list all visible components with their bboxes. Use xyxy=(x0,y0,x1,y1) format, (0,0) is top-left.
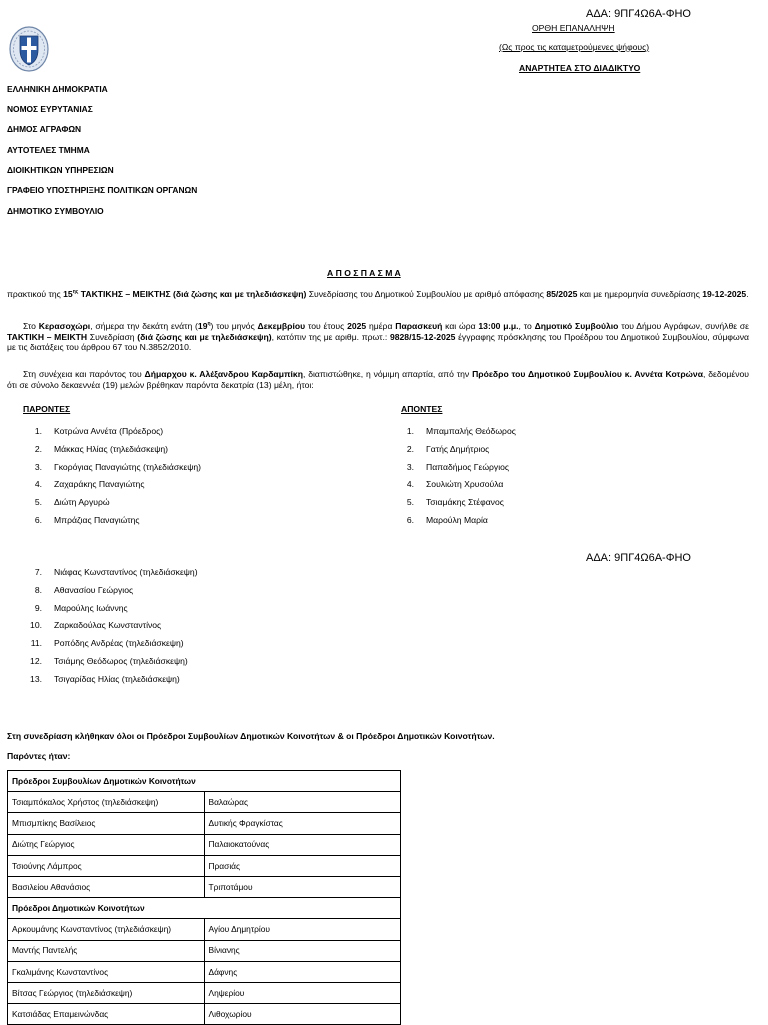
document-title: Α Π Ο Σ Π Α Σ Μ Α xyxy=(327,268,401,278)
table-cell: Πρασιάς xyxy=(204,855,401,876)
corrected-repeat-title: ΟΡΘΗ ΕΠΑΝΑΛΗΨΗ xyxy=(532,23,615,33)
absent-heading: ΑΠΟΝΤΕΣ xyxy=(401,404,443,414)
presidents-table xyxy=(7,770,401,1025)
table-row xyxy=(8,1004,401,1025)
intro-paragraph-1: πρακτικού της $15^{\eta\varsigma}$ ΤΑΚΤΙΚΗΣ – ΜΕΙΚΤΗΣ (διά ζώσης και με τηλεδιάσκεψη) Συνεδρίασης του Δημοτικού Συμβουλίου με αριθμό απόφασης 85/2025 και με ημερομηνία συνεδρίασης 19-12-2025. xyxy=(7,289,749,299)
table-cell: Γκαλιμάνης Κωνσταντίνος xyxy=(8,961,205,982)
corrected-note: (Ως προς τις καταμετρούμενες ψήφους) xyxy=(499,42,650,52)
authority-line-5: ΔΙΟΙΚΗΤΙΚΩΝ ΥΠΗΡΕΣΙΩΝ xyxy=(7,165,114,175)
table-row xyxy=(8,834,401,855)
table-cell: Βαλαώρας xyxy=(204,792,401,813)
table-row xyxy=(8,876,401,897)
table-cell: Ληψερίου xyxy=(204,982,401,1003)
authority-line-4: ΑΥΤΟΤΕΛΕΣ ΤΜΗΜΑ xyxy=(7,145,90,155)
intro-paragraph-2: Στο Κερασοχώρι, σήμερα την δεκάτη ενάτη $(19^\eta)$ του μηνός Δεκεμβρίου του έτους 2025 ημέρα Παρασκευή και ώρα 13:00 μ.μ., το Δημοτικό Συμβούλιο του Δήμου Αγράφων, συνήλθε σε ΤΑΚΤΙΚΗ – ΜΕΙΚΤΗ Συνεδρίαση (διά ζώσης και με τηλεδιάσκεψη), κατόπιν της με αριθμ. πρωτ.: 9828/15-12-2025 έγγραφης πρόσκλησης του Προέδρου του Δημοτικού Συμβουλίου, σύμφωνα με τις διατάξεις του άρθρου 67 του Ν.3852/2010. xyxy=(7,321,750,353)
section-title: Πρόεδροι Δημοτικών Κοινοτήτων xyxy=(8,898,401,919)
table-section-header xyxy=(8,898,401,919)
table-cell: Δάφνης xyxy=(204,961,401,982)
table-cell: Μπισμπίκης Βασίλειος xyxy=(8,813,205,834)
authority-line-3: ΔΗΜΟΣ ΑΓΡΑΦΩΝ xyxy=(7,124,82,134)
table-row xyxy=(8,919,401,940)
ada-code-page-2: ΑΔΑ: 9ΠΓ4Ω6Α-ΦΗΟ xyxy=(586,552,691,564)
table-cell: Βασιλείου Αθανάσιος xyxy=(8,876,205,897)
ada-code-top: ΑΔΑ: 9ΠΓ4Ω6Α-ΦΗΟ xyxy=(586,8,691,20)
table-section-header xyxy=(8,771,401,792)
table-row xyxy=(8,813,401,834)
table-cell: Τριποτάμου xyxy=(204,876,401,897)
authority-line-1: ΕΛΛΗΝΙΚΗ ΔΗΜΟΚΡΑΤΙΑ xyxy=(7,84,108,94)
table-cell: Μαντής Παντελής xyxy=(8,940,205,961)
table-cell: Λιθοχωρίου xyxy=(204,1004,401,1025)
table-cell: Βίνιανης xyxy=(204,940,401,961)
table-cell: Δυτικής Φραγκίστας xyxy=(204,813,401,834)
table-cell: Αγίου Δημητρίου xyxy=(204,919,401,940)
table-cell: Κατσιάδας Επαμεινώνδας xyxy=(8,1004,205,1025)
authority-line-6: ΓΡΑΦΕΙΟ ΥΠΟΣΤΗΡΙΞΗΣ ΠΟΛΙΤΙΚΩΝ ΟΡΓΑΝΩΝ xyxy=(7,185,198,195)
table-row xyxy=(8,940,401,961)
post-online-notice: ΑΝΑΡΤΗΤΕΑ ΣΤΟ ΔΙΑΔΙΚΤΥΟ xyxy=(519,63,641,73)
table-row xyxy=(8,855,401,876)
table-row xyxy=(8,982,401,1003)
table-cell: Τσιαμπόκαλος Χρήστος (τηλεδιάσκεψη) xyxy=(8,792,205,813)
table-cell: Βίτσας Γεώργιος (τηλεδιάσκεψη) xyxy=(8,982,205,1003)
table-row xyxy=(8,961,401,982)
table-cell: Παλαιοκατούνας xyxy=(204,834,401,855)
section-title: Πρόεδροι Συμβουλίων Δημοτικών Κοινοτήτων xyxy=(8,771,401,792)
present-heading: ΠΑΡΟΝΤΕΣ xyxy=(23,404,71,414)
table-cell: Διώτης Γεώργιος xyxy=(8,834,205,855)
authority-line-7: ΔΗΜΟΤΙΚΟ ΣΥΜΒΟΥΛΙΟ xyxy=(7,206,104,216)
invited-presidents-text: Στη συνεδρίαση κλήθηκαν όλοι οι Πρόεδροι Συμβουλίων Δημοτικών Κοινοτήτων & οι Πρόεδροι Δημοτικών Κοινοτήτων. xyxy=(7,731,495,741)
intro-paragraph-3: Στη συνέχεια και παρόντος του Δήμαρχου κ. Αλέξανδρου Καρδαμπίκη, διαπιστώθηκε, η νόμιμη απαρτία, από την Πρόεδρο του Δημοτικού Συμβουλίου κ. Αννέτα Κοτρώνα, δεδομένου ότι σε σύνολο δεκαεννέα (19) μελών βρέθηκαν παρόντα δεκατρία (13) μέλη, ήτοι: xyxy=(7,369,749,390)
greek-coat-of-arms-icon xyxy=(9,26,49,72)
present-were-label: Παρόντες ήταν: xyxy=(7,751,71,761)
table-row xyxy=(8,792,401,813)
table-cell: Αρκουμάνης Κωνσταντίνος (τηλεδιάσκεψη) xyxy=(8,919,205,940)
table-cell: Τσιούνης Λάμπρος xyxy=(8,855,205,876)
authority-line-2: ΝΟΜΟΣ ΕΥΡΥΤΑΝΙΑΣ xyxy=(7,104,93,114)
